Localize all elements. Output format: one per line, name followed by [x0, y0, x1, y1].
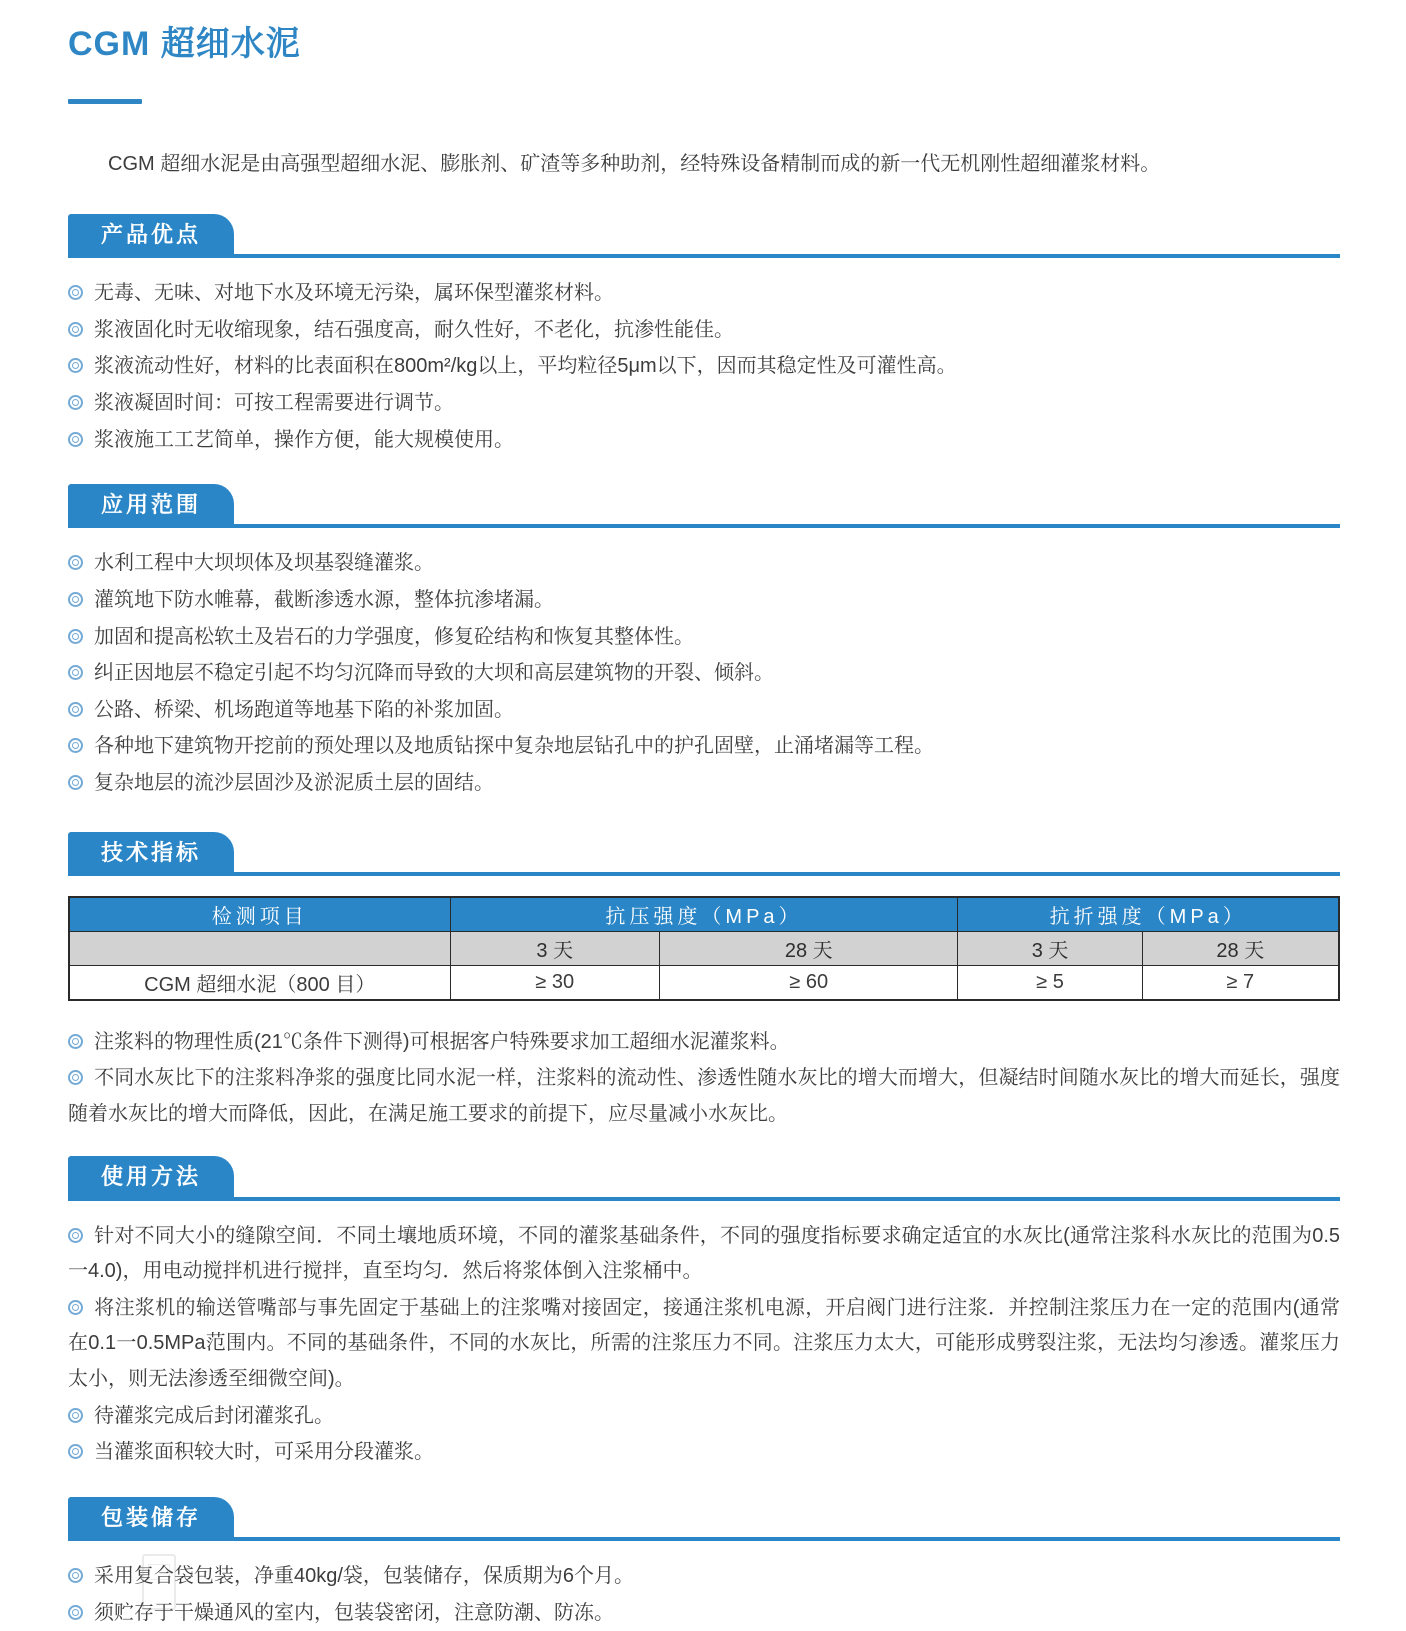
bullet-ring-icon	[68, 592, 83, 607]
list-item-text: 加固和提高松软土及岩石的力学强度，修复砼结构和恢复其整体性。	[94, 625, 694, 648]
bullet-ring-icon	[68, 285, 83, 300]
applications-list	[68, 546, 1340, 801]
list-item	[68, 1596, 1340, 1631]
list-item	[68, 766, 1340, 802]
list-item	[68, 276, 1340, 312]
list-item-text: 采用复合袋包装，净重40kg/袋，包装储存，保质期为6个月。	[94, 1565, 635, 1587]
list-item-text: 须贮存于干燥通风的室内，包装袋密闭，注意防潮、防冻。	[94, 1601, 614, 1624]
section-tab-packaging: 包装储存	[68, 1497, 234, 1537]
list-item	[68, 313, 1340, 349]
subheader-cell: 3 天	[450, 931, 660, 965]
value-cell: ≥ 30	[450, 965, 660, 1000]
bullet-ring-icon	[68, 1444, 83, 1459]
bullet-ring-icon	[68, 629, 83, 644]
subheader-cell-empty	[69, 931, 450, 965]
bullet-ring-icon	[68, 358, 83, 373]
list-item-text: 纠正因地层不稳定引起不均匀沉降而导致的大坝和高层建筑物的开裂、倾斜。	[94, 662, 774, 685]
list-item-text: 不同水灰比下的注浆料净浆的强度比同水泥一样，注浆料的流动性、渗透性随水灰比的增大而增大，但凝结时间随水灰比的增大而延长，强度随着水灰比的增大而降低，因此，在满足施工要求的前提下，应尽量减小水灰比。	[68, 1067, 1340, 1125]
usage-list	[68, 1219, 1340, 1471]
list-item	[68, 1559, 1340, 1595]
list-item-text: 待灌浆完成后封闭灌浆孔。	[94, 1404, 334, 1427]
table-header-row	[69, 897, 1339, 932]
bullet-ring-icon	[68, 1228, 83, 1243]
section-tab-usage: 使用方法	[68, 1156, 234, 1196]
list-item	[68, 546, 1340, 582]
list-item	[68, 1219, 1340, 1290]
advantages-list	[68, 276, 1340, 458]
list-item	[68, 620, 1340, 656]
table-subheader-row	[69, 931, 1339, 965]
list-item	[68, 1291, 1340, 1398]
list-item-text: 注浆料的物理性质(21℃条件下测得)可根据客户特殊要求加工超细水泥灌浆料。	[94, 1030, 790, 1053]
technical-spec-table	[68, 896, 1340, 1001]
column-header: 检测项目	[69, 897, 450, 932]
bullet-ring-icon	[68, 1408, 83, 1423]
bullet-ring-icon	[68, 738, 83, 753]
list-item-text: 针对不同大小的缝隙空间．不同土壤地质环境，不同的灌浆基础条件，不同的强度指标要求确定适宜的水灰比(通常注浆科水灰比的范围为0.5一4.0)，用电动搅拌机进行搅拌，直至均匀．然后将浆体倒入注浆桶中。	[68, 1224, 1340, 1283]
section-tab-technical: 技术指标	[68, 832, 234, 872]
section-tab-applications: 应用范围	[68, 484, 234, 524]
intro-paragraph: CGM 超细水泥是由高强型超细水泥、膨胀剂、矿渣等多种助剂，经特殊设备精制而成的新一代无机刚性超细灌浆材料。	[108, 153, 1161, 175]
technical-notes	[68, 1025, 1340, 1133]
value-cell: ≥ 7	[1142, 965, 1339, 1000]
value-cell: ≥ 5	[958, 965, 1142, 1000]
list-item-text: 公路、桥梁、机场跑道等地基下陷的补浆加固。	[94, 698, 514, 721]
list-item	[68, 1061, 1340, 1132]
bullet-ring-icon	[68, 1034, 83, 1049]
bullet-ring-icon	[68, 555, 83, 570]
list-item	[68, 1435, 1340, 1471]
list-item-text: 浆液固化时无收缩现象，结石强度高，耐久性好，不老化，抗渗性能佳。	[94, 318, 734, 341]
list-item-text: 灌筑地下防水帷幕，截断渗透水源，整体抗渗堵漏。	[94, 588, 554, 611]
bullet-ring-icon	[68, 395, 83, 410]
table-row	[69, 965, 1339, 1000]
subheader-cell: 3 天	[958, 931, 1142, 965]
bullet-ring-icon	[68, 1568, 83, 1583]
subheader-cell: 28 天	[660, 931, 958, 965]
list-item-text: 当灌浆面积较大时，可采用分段灌浆。	[94, 1441, 434, 1464]
list-item	[68, 583, 1340, 619]
section-tab-advantages: 产品优点	[68, 214, 234, 254]
list-item	[68, 1399, 1340, 1435]
section-header-technical	[68, 832, 1340, 876]
list-item	[68, 693, 1340, 729]
row-label: CGM 超细水泥（800 目）	[69, 965, 450, 1000]
section-header-applications	[68, 484, 1340, 528]
list-item-text: 无毒、无味、对地下水及环境无污染，属环保型灌浆材料。	[94, 282, 614, 305]
list-item-text: 浆液施工工艺简单，操作方便，能大规模使用。	[94, 428, 514, 451]
bullet-ring-icon	[68, 1070, 83, 1085]
list-item-text: 水利工程中大坝坝体及坝基裂缝灌浆。	[94, 552, 434, 575]
list-item-text: 浆液凝固时间：可按工程需要进行调节。	[94, 391, 454, 414]
packaging-list	[68, 1559, 1340, 1631]
list-item	[68, 656, 1340, 692]
list-item-text: 各种地下建筑物开挖前的预处理以及地质钻探中复杂地层钻孔中的护孔固壁，止涌堵漏等工程。	[94, 735, 934, 758]
bullet-ring-icon	[68, 702, 83, 717]
column-header: 抗折强度（MPa）	[958, 897, 1339, 932]
column-header: 抗压强度（MPa）	[450, 897, 958, 932]
section-header-advantages	[68, 214, 1340, 258]
list-item-text: 将注浆机的输送管嘴部与事先固定于基础上的注浆嘴对接固定，接通注浆机电源，开启阀门进行注浆．并控制注浆压力在一定的范围内(通常在0.1一0.5MPa范围内。不同的基础条件，不同的水灰比，所需的注浆压力不同。注浆压力太大，可能形成劈裂注浆，无法均匀渗透。灌浆压力太小，则无法渗透至细微空间)。	[68, 1296, 1340, 1391]
subheader-cell: 28 天	[1142, 931, 1339, 965]
list-item	[68, 386, 1340, 422]
bullet-ring-icon	[68, 432, 83, 447]
value-cell: ≥ 60	[660, 965, 958, 1000]
bullet-ring-icon	[68, 1300, 83, 1315]
bullet-ring-icon	[68, 775, 83, 790]
list-item-text: 浆液流动性好，材料的比表面积在800m²/kg以上，平均粒径5μm以下，因而其稳定性及可灌性高。	[94, 355, 957, 378]
list-item	[68, 729, 1340, 765]
list-item	[68, 1025, 1340, 1061]
title-underline	[68, 99, 142, 104]
cement-bag-icon	[142, 1554, 176, 1610]
bullet-ring-icon	[68, 322, 83, 337]
list-item-text: 复杂地层的流沙层固沙及淤泥质土层的固结。	[94, 771, 494, 794]
section-header-packaging	[68, 1497, 1340, 1541]
watermark-bag-graphic	[138, 1554, 182, 1614]
list-item	[68, 349, 1340, 385]
page-title: CGM 超细水泥	[68, 25, 301, 63]
section-header-usage	[68, 1156, 1340, 1200]
list-item	[68, 423, 1340, 459]
bullet-ring-icon	[68, 665, 83, 680]
bullet-ring-icon	[68, 1605, 83, 1620]
